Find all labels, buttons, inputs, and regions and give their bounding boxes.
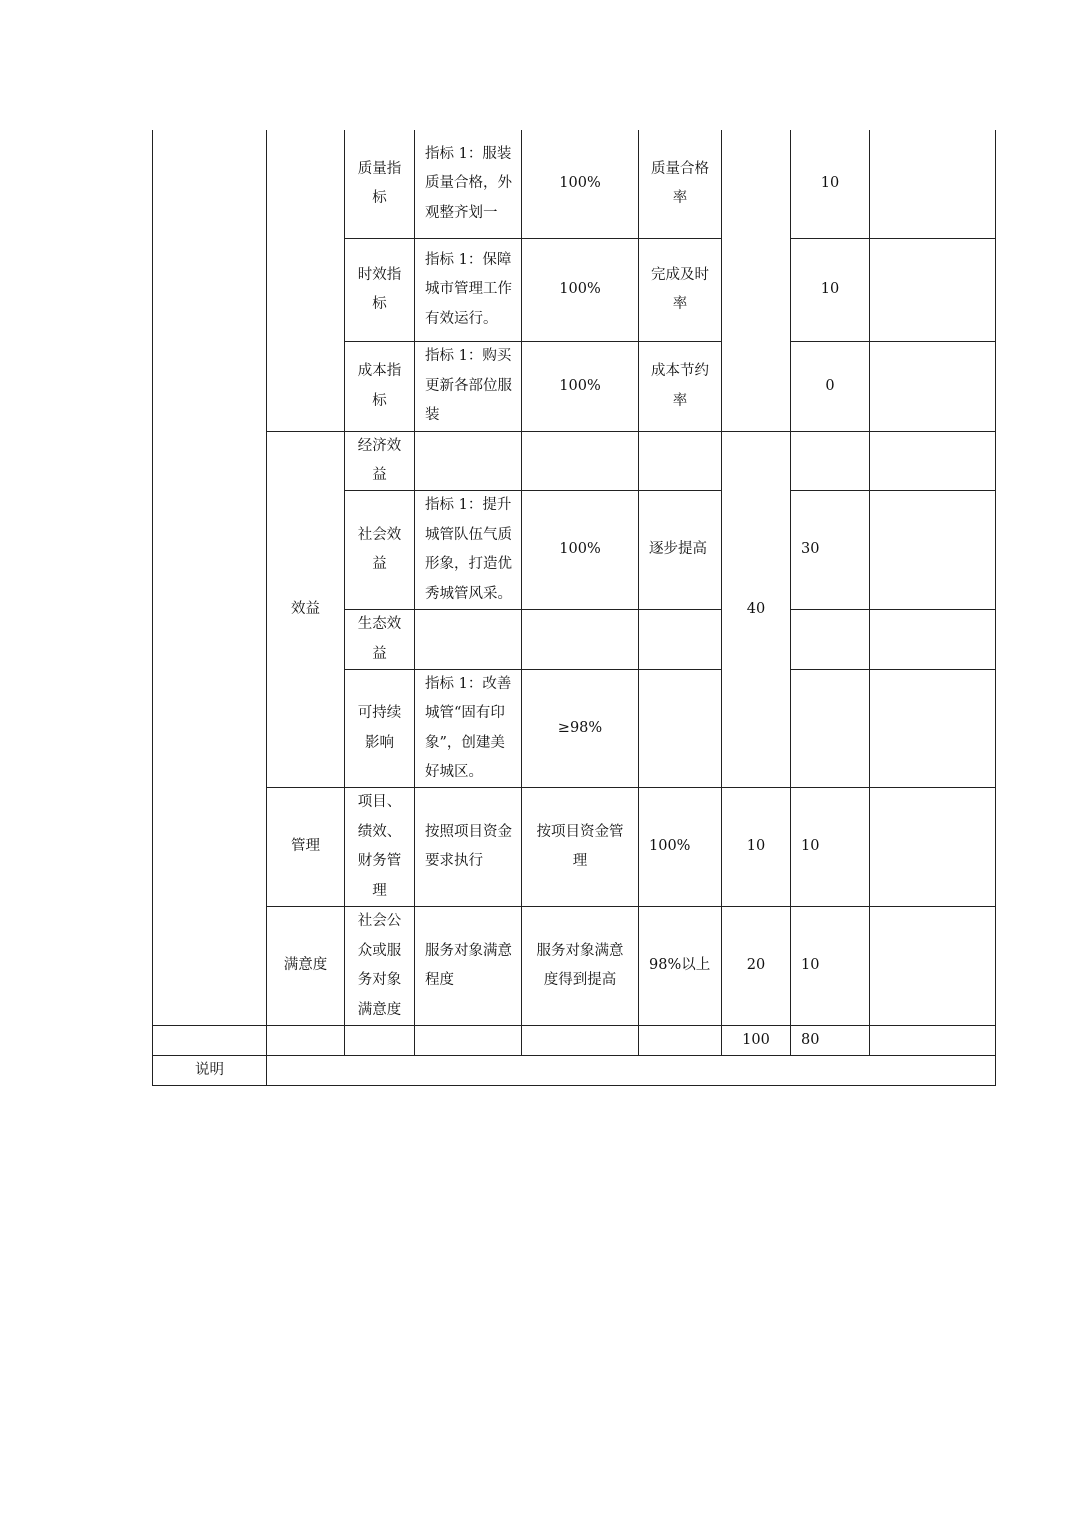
sustainable-indicator-cell: 指标 1：改善城管“固有印象”，创建美好城区。	[425, 675, 512, 780]
social-target-cell: 100%	[559, 541, 601, 558]
cost-target-cell: 100%	[559, 377, 601, 394]
total-score-cell: 80	[801, 1031, 820, 1048]
satisfaction-actual-cell: 98%以上	[649, 957, 711, 974]
economic-category-cell: 经济效益	[357, 437, 402, 483]
benefit-weight-cell: 40	[746, 600, 766, 617]
cost-actual-cell: 成本节约率	[651, 363, 709, 409]
social-actual-cell: 逐步提高	[649, 541, 707, 558]
management-actual-cell: 100%	[649, 838, 691, 855]
satisfaction-score-cell: 10	[801, 957, 820, 974]
ecological-category-cell: 生态效益	[357, 616, 402, 662]
management-score-cell: 10	[801, 838, 820, 855]
quality-score-cell: 10	[820, 175, 840, 192]
sustainable-category-cell: 可持续影响	[357, 705, 402, 751]
row-line	[790, 609, 996, 610]
cost-score-cell: 0	[825, 377, 835, 394]
social-indicator-cell: 指标 1：提升城管队伍气质形象，打造优秀城管风采。	[425, 497, 512, 602]
management-weight-cell: 10	[746, 838, 766, 855]
timeliness-score-cell: 10	[820, 281, 840, 298]
note-value-cell	[267, 1056, 995, 1085]
satisfaction-group-cell: 满意度	[283, 957, 328, 974]
social-score-cell: 30	[801, 541, 820, 558]
cost-category-cell: 成本指标	[357, 363, 402, 409]
satisfaction-indicator-cell: 服务对象满意程度	[425, 942, 512, 988]
timeliness-category-cell: 时效指标	[357, 266, 402, 312]
row-line	[790, 669, 996, 670]
col-line	[869, 130, 870, 1056]
management-target-cell: 按项目资金管理	[536, 823, 624, 869]
management-category-cell: 项目、绩效、财务管理	[357, 794, 402, 899]
management-indicator-cell: 按照项目资金要求执行	[425, 823, 512, 869]
quality-category-cell: 质量指标	[357, 160, 402, 206]
total-weight-cell: 100	[742, 1031, 770, 1048]
satisfaction-category-cell: 社会公众或服务对象满意度	[357, 913, 402, 1018]
col-line	[152, 130, 153, 1086]
management-group-cell: 管理	[291, 838, 320, 855]
quality-actual-cell: 质量合格率	[651, 160, 709, 206]
quality-target-cell: 100%	[559, 175, 601, 192]
timeliness-target-cell: 100%	[559, 281, 601, 298]
timeliness-indicator-cell: 指标 1：保障城市管理工作有效运行。	[425, 251, 512, 327]
row-line	[152, 1085, 996, 1086]
satisfaction-weight-cell: 20	[746, 957, 766, 974]
benefit-group-cell: 效益	[291, 600, 320, 617]
timeliness-actual-cell: 完成及时率	[651, 266, 709, 312]
sustainable-target-cell: ≥98%	[557, 719, 603, 736]
quality-indicator-cell: 指标 1：服装质量合格，外观整齐划一	[425, 145, 512, 221]
note-label-cell: 说明	[195, 1061, 224, 1078]
social-category-cell: 社会效益	[357, 526, 402, 572]
col-line	[995, 130, 996, 1086]
satisfaction-target-cell: 服务对象满意度得到提高	[536, 942, 624, 988]
cost-indicator-cell: 指标 1：购买更新各部位服装	[425, 348, 512, 424]
